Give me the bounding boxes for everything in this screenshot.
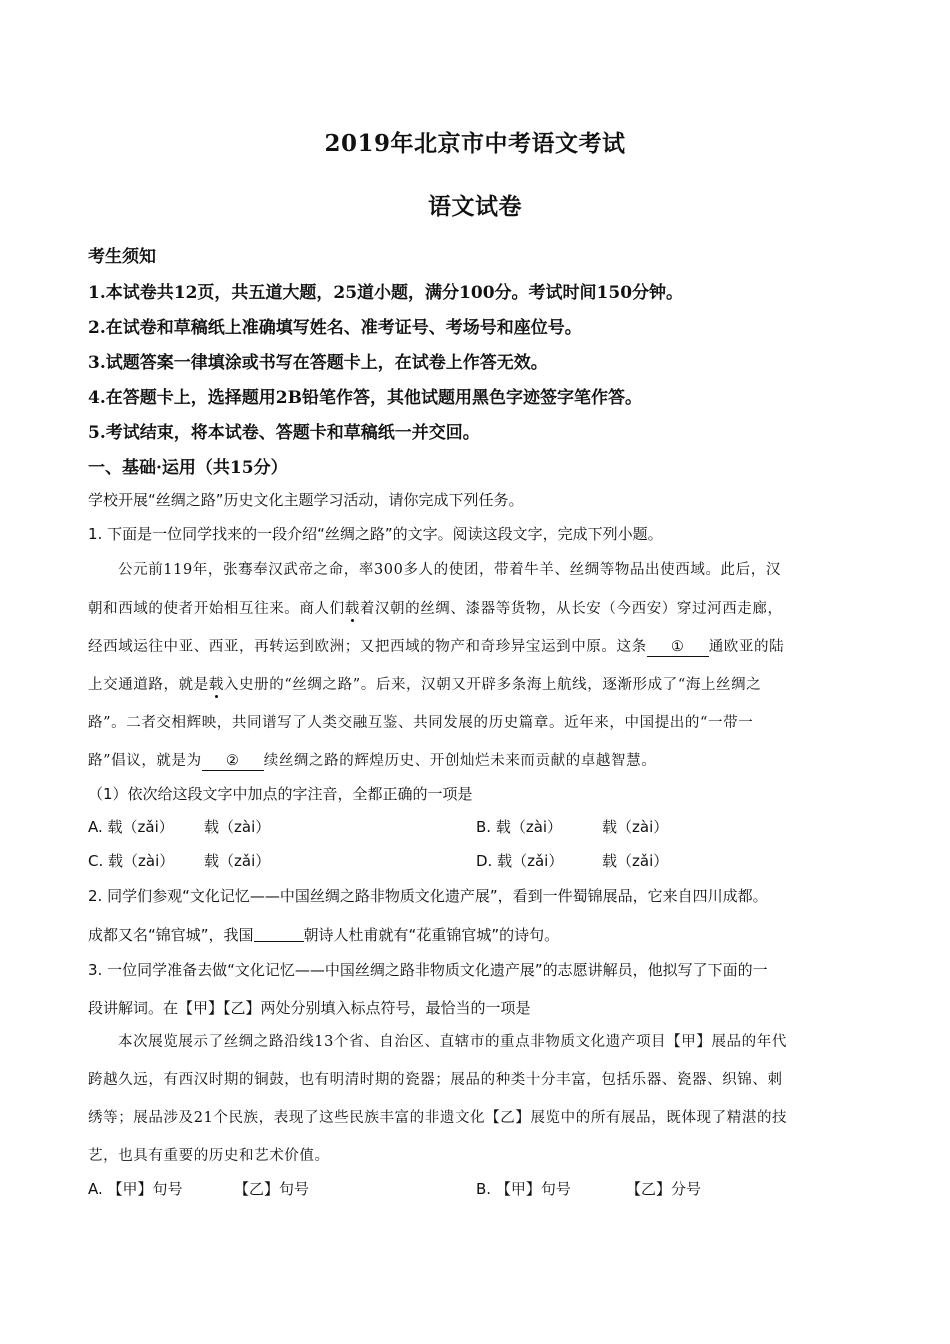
dotted-char: 载 xyxy=(208,677,224,693)
passage-text: 续丝绸之路的辉煌历史、开创灿烂未来而贡献的卓越智慧。 xyxy=(263,753,657,769)
passage-line: 艺，也具有重要的历史和艺术价值。 xyxy=(88,1148,330,1164)
option-d[interactable] xyxy=(476,850,668,871)
section-intro: 学校开展“丝绸之路”历史文化主题学习活动，请你完成下列任务。 xyxy=(88,491,524,509)
notice-item-3: 3.试题答案一律填涂或书写在答题卡上，在试卷上作答无效。 xyxy=(88,353,548,373)
passage-line: 跨越久远，有西汉时期的铜鼓，也有明清时期的瓷器；展品的种类十分丰富，包括乐器、瓷器、织锦、刺 xyxy=(88,1072,783,1088)
passage-text: 朝和西域的使者开始相互往来。商人们 xyxy=(88,601,345,617)
option-a-second: 【乙】句号 xyxy=(234,1180,310,1198)
option-a[interactable] xyxy=(88,816,270,837)
passage-line: 绣等；展品涉及21个民族，表现了这些民族丰富的非遗文化【乙】展览中的所有展品，既体现了精湛的技 xyxy=(88,1110,788,1126)
passage-text: 通欧亚的陆 xyxy=(708,639,785,655)
option-a-second: 载（zài） xyxy=(204,818,271,836)
passage-line: 路”。二者交相辉映，共同谱写了人类交融互鉴、共同发展的历史篇章。近年来，中国提出的“一带一 xyxy=(88,715,754,731)
passage-text: 入史册的“丝绸之路”。后来，汉朝又开辟多条海上航线，逐渐形成了“海上丝绸之 xyxy=(223,677,762,693)
option-b-first: B. 【甲】句号 xyxy=(476,1180,571,1198)
passage-text: 上交通道路，就是 xyxy=(88,677,209,693)
option-d-second: 载（zǎi） xyxy=(602,852,669,870)
option-c[interactable] xyxy=(88,850,270,871)
exam-title: 2019年北京市中考语文考试 xyxy=(324,130,626,157)
subquestion-1: （1）依次给这段文字中加点的字注音，全都正确的一项是 xyxy=(88,785,473,803)
question-2-text: 朝诗人杜甫就有“花重锦官城”的诗句。 xyxy=(303,926,560,944)
answer-blank[interactable] xyxy=(254,925,304,942)
option-b-first: B. 载（zài） xyxy=(476,818,563,836)
option-b[interactable] xyxy=(476,1178,701,1199)
question-3-line: 段讲解词。在【甲】【乙】两处分别填入标点符号，最恰当的一项是 xyxy=(88,999,531,1017)
passage-text: 着汉朝的丝绸、漆器等货物，从长安（今西安）穿过河西走廊， xyxy=(359,601,783,617)
passage-line: 本次展览展示了丝绸之路沿线13个省、自治区、直辖市的重点非物质文化遗产项目【甲】展品的年代 xyxy=(118,1034,787,1050)
notice-item-5: 5.考试结束，将本试卷、答题卡和草稿纸一并交回。 xyxy=(88,423,480,443)
option-a-first: A. 载（zǎi） xyxy=(88,818,174,836)
option-c-second: 载（zǎi） xyxy=(204,852,271,870)
option-b-second: 【乙】分号 xyxy=(626,1180,702,1198)
dotted-char: 载 xyxy=(344,601,360,617)
option-a-first: A. 【甲】句号 xyxy=(88,1180,183,1198)
notice-item-2: 2.在试卷和草稿纸上准确填写姓名、准考证号、考场号和座位号。 xyxy=(88,318,582,338)
option-b[interactable] xyxy=(476,816,668,837)
question-3-line: 3. 一位同学准备去做“文化记忆——中国丝绸之路非物质文化遗产展”的志愿讲解员，他拟写了下面的一 xyxy=(88,961,768,979)
blank-2: ② xyxy=(202,754,264,771)
passage-line: 公元前119年，张骞奉汉武帝之命，率300多人的使团，带着牛羊、丝绸等物品出使西域。此后，汉 xyxy=(118,562,781,578)
question-2-line xyxy=(88,924,559,945)
passage-text: 经西域运往中亚、西亚，再转运到欧洲；又把西域的物产和奇珍异宝运到中原。这条 xyxy=(88,639,647,655)
option-b-second: 载（zài） xyxy=(602,818,669,836)
option-d-first: D. 载（zǎi） xyxy=(476,852,564,870)
option-a[interactable] xyxy=(88,1178,309,1199)
exam-subtitle: 语文试卷 xyxy=(428,193,522,220)
section-heading: 一、基础·运用（共15分） xyxy=(88,458,288,478)
question-1-stem: 1. 下面是一位同学找来的一段介绍“丝绸之路”的文字。阅读这段文字，完成下列小题。 xyxy=(88,525,663,543)
passage-line xyxy=(88,635,784,657)
question-2-line: 2. 同学们参观“文化记忆——中国丝绸之路非物质文化遗产展”，看到一件蜀锦展品，它来自四川成都。 xyxy=(88,887,768,905)
passage-text: 路”倡议，就是为 xyxy=(88,753,202,769)
notice-heading: 考生须知 xyxy=(88,247,156,267)
option-c-first: C. 载（zài） xyxy=(88,852,175,870)
notice-item-1: 1.本试卷共12页，共五道大题，25道小题，满分100分。考试时间150分钟。 xyxy=(88,283,684,303)
blank-1: ① xyxy=(647,640,709,657)
passage-line xyxy=(88,597,783,618)
passage-line xyxy=(88,749,656,771)
passage-line xyxy=(88,673,761,694)
question-2-text: 成都又名“锦官城”，我国 xyxy=(88,926,254,944)
notice-item-4: 4.在答题卡上，选择题用2B铅笔作答，其他试题用黑色字迹签字笔作答。 xyxy=(88,388,642,408)
